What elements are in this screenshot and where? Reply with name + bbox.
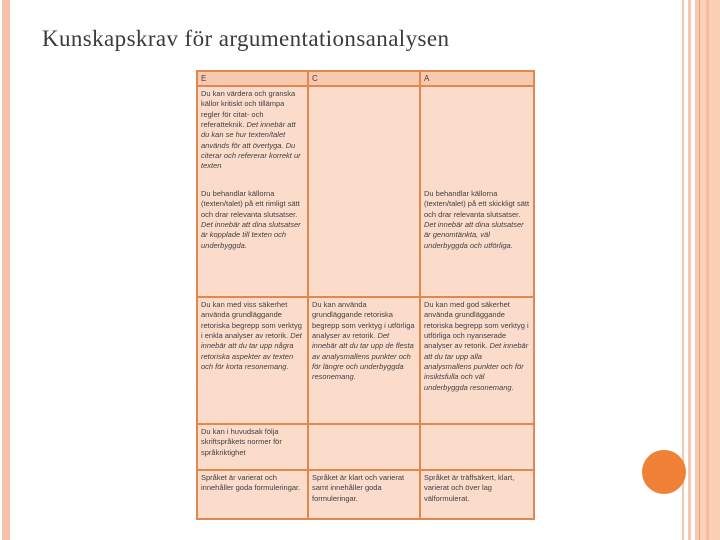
grading-criteria-table (196, 70, 535, 520)
column-header-grade-c: C (308, 71, 420, 86)
table-header-row (197, 71, 534, 86)
cell-c-style (308, 470, 420, 519)
cell-e-sources (197, 86, 308, 187)
cell-text: Språket är varierat och innehåller goda formuleringar. (201, 473, 301, 493)
accent-circle (642, 450, 686, 494)
cell-text-italic: Det innebär att du tar upp några retoriska aspekter av texten och för korta resonemang. (201, 331, 302, 372)
column-header-grade-a: A (420, 71, 534, 86)
cell-a-style (420, 470, 534, 519)
cell-e-conclusions (197, 187, 308, 297)
cell-c-rhetoric (308, 297, 420, 424)
cell-text-italic: Det innebär att dina slutsatser är genomtänkta, väl underbyggda och utförliga. (424, 220, 524, 250)
slide-title: Kunskapskrav för argumentationsanalysen (42, 26, 450, 51)
table-row-rhetoric (197, 297, 534, 424)
right-edge-stripe (688, 0, 691, 540)
column-header-grade-e: E (197, 71, 308, 86)
cell-text-italic: Det innebär att du tar upp de flesta av analysmallens punkter och för längre och underbyggda resonemang. (312, 331, 414, 382)
cell-text-italic: Det innebär att du tar upp alla analysmallens punkter och för insiktsfulla och väl underbyggda resonemang. (424, 341, 529, 392)
cell-text: Du kan använda grundläggande retoriska begrepp som verktyg i utförliga analyser av retorik. (312, 300, 415, 341)
cell-text-italic: Det innebär att dina slutsatser är kopplade till texten och underbyggda. (201, 220, 301, 250)
table-row-language-norms (197, 424, 534, 470)
cell-a-empty (420, 424, 534, 470)
right-edge-stripe (709, 0, 720, 540)
table-row-sources-e (197, 86, 534, 187)
cell-c-empty (308, 424, 420, 470)
cell-e-style (197, 470, 308, 519)
cell-text: Du kan värdera och granska källor kritiskt och tillämpa regler för citat- och referatteknik. (201, 89, 296, 130)
cell-c-empty (308, 187, 420, 297)
cell-text: Du behandlar källorna (texten/talet) på ett rimligt sätt och drar relevanta slutsatser. (201, 189, 300, 219)
cell-text: Du kan med viss säkerhet använda grundläggande retoriska begrepp som verktyg i enkla analyser av retorik. (201, 300, 302, 341)
cell-a-conclusions (420, 187, 534, 297)
left-edge-stripe (2, 0, 10, 540)
cell-text: Du behandlar källorna (texten/talet) på ett skickligt sätt och drar relevanta slutsatser. (424, 189, 530, 219)
cell-a-empty (420, 86, 534, 187)
table-row-style (197, 470, 534, 519)
cell-text-italic: Det innebär att du kan se hur texten/talet används för att övertyga. Du citerar och refererar korrekt ur texten (201, 120, 301, 171)
cell-c-empty (308, 86, 420, 187)
cell-a-rhetoric (420, 297, 534, 424)
cell-text: Du kan i huvudsak följa skriftspråkets normer för språkriktighet (201, 427, 282, 457)
cell-text: Du kan med god säkerhet använda grundläggande retoriska begrepp som verktyg i utförliga och nyanserade analyser av retorik. (424, 300, 529, 351)
cell-text: Språket är träffsäkert, klart, varierat och över lag välformulerat. (424, 473, 515, 503)
cell-text: Språket är klart och varierat samt innehåller goda formuleringar. (312, 473, 405, 503)
table-row-conclusions (197, 187, 534, 297)
cell-e-language-norms (197, 424, 308, 470)
cell-e-rhetoric (197, 297, 308, 424)
